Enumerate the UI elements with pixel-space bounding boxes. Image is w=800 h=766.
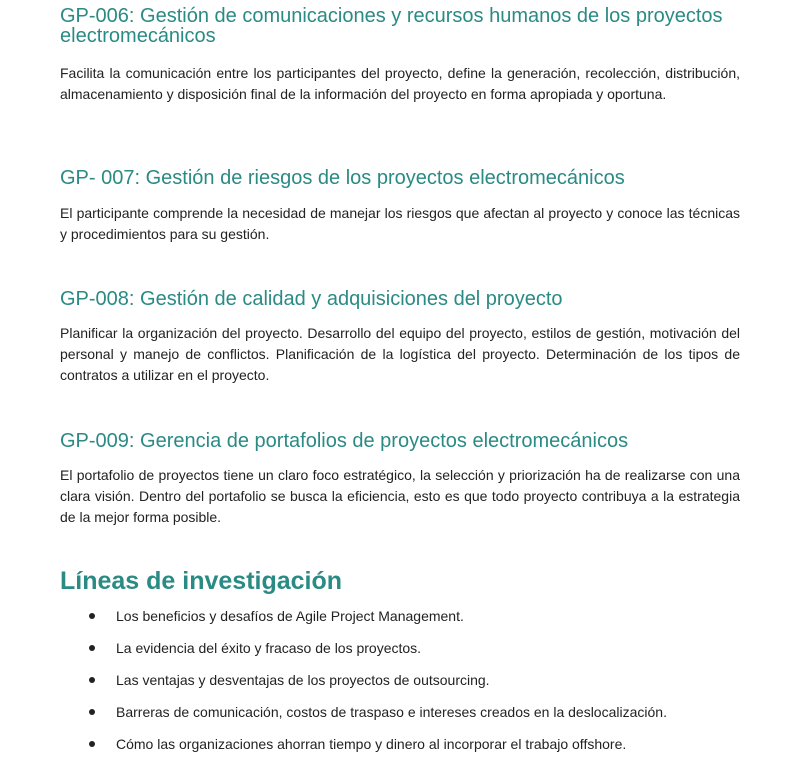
- section-title: GP-008: Gestión de calidad y adquisiciones del proyecto: [60, 288, 563, 310]
- section-gp-006: [60, 6, 740, 105]
- section-title: GP- 007: Gestión de riesgos de los proyectos electromecánicos: [60, 167, 625, 189]
- section-body: El portafolio de proyectos tiene un claro foco estratégico, la selección y priorización ha de realizarse con una clara visión. Dentro del portafolio se busca la eficiencia, esto es que todo proyecto contribuya a la estrategia de la mejor forma posible.: [60, 467, 740, 525]
- list-item-text: Barreras de comunicación, costos de traspaso e intereses creados en la deslocalización.: [116, 704, 667, 720]
- section-gp-007: [60, 168, 740, 245]
- section-gp-008: [60, 289, 740, 386]
- list-item: [60, 702, 740, 734]
- bullet-icon: [89, 709, 95, 715]
- research-lines: [60, 567, 740, 766]
- section-title: GP-006: Gestión de comunicaciones y recursos humanos de los proyectos electromecánicos: [60, 5, 723, 47]
- list-item: [60, 638, 740, 670]
- list-item: [60, 734, 740, 766]
- section-body: Planificar la organización del proyecto. Desarrollo del equipo del proyecto, estilos de gestión, motivación del personal y manejo de conflictos. Planificación de la logística del proyecto. Determinación de los tipos de contratos a utilizar en el proyecto.: [60, 325, 740, 383]
- bullet-icon: [89, 677, 95, 683]
- research-heading: Líneas de investigación: [60, 567, 343, 595]
- list-item-text: Los beneficios y desafíos de Agile Project Management.: [116, 608, 464, 624]
- list-item-text: La evidencia del éxito y fracaso de los proyectos.: [116, 640, 422, 656]
- section-title: GP-009: Gerencia de portafolios de proyectos electromecánicos: [60, 430, 629, 452]
- list-item-text: Las ventajas y desventajas de los proyectos de outsourcing.: [116, 672, 490, 688]
- bullet-icon: [89, 741, 95, 747]
- list-item: [60, 606, 740, 638]
- research-list: [60, 606, 740, 766]
- list-item: [60, 670, 740, 702]
- section-body: Facilita la comunicación entre los participantes del proyecto, define la generación, recolección, distribución, almacenamiento y disposición final de la información del proyecto en forma apropiada y oportuna.: [60, 65, 740, 102]
- bullet-icon: [89, 645, 95, 651]
- list-item-text: Cómo las organizaciones ahorran tiempo y dinero al incorporar el trabajo offshore.: [116, 736, 627, 752]
- bullet-icon: [89, 613, 95, 619]
- section-gp-009: [60, 431, 740, 528]
- section-body: El participante comprende la necesidad de manejar los riesgos que afectan al proyecto y conoce las técnicas y procedimientos para su gestión.: [60, 205, 740, 242]
